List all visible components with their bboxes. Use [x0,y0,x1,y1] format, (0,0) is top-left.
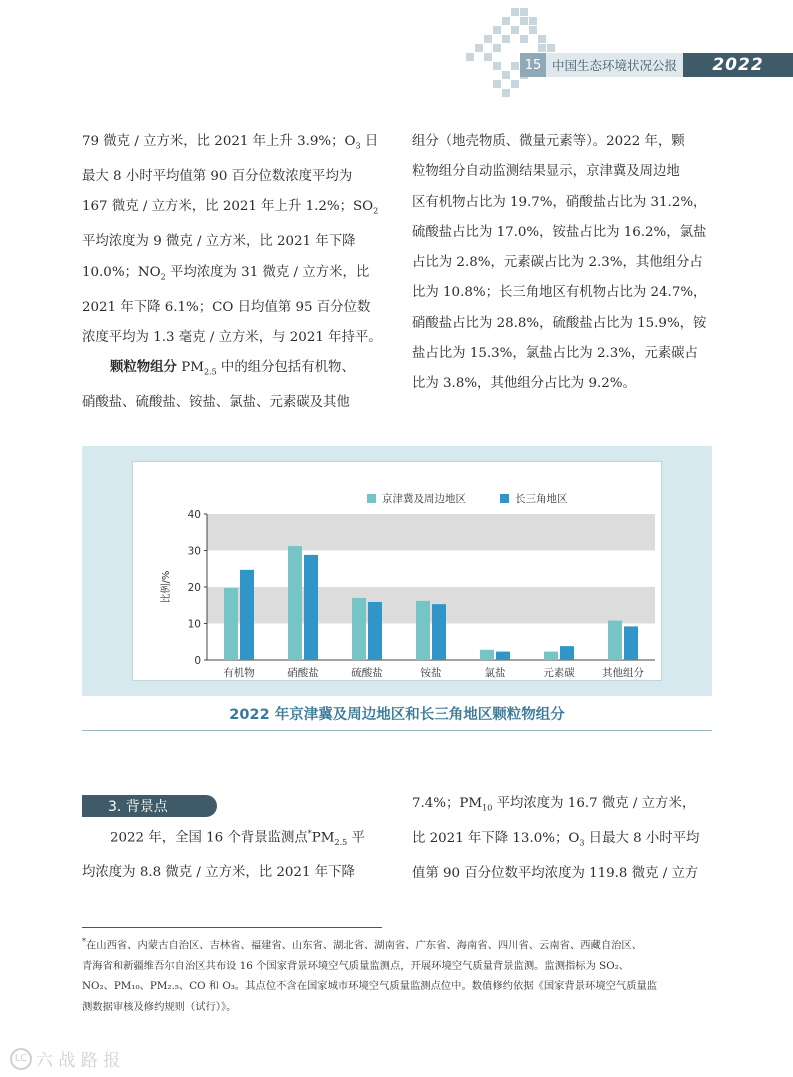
y-tick-label: 40 [187,509,201,521]
text-line: 粒物组分自动监测结果显示，京津冀及周边地 [412,164,680,180]
mosaic-square [484,35,492,43]
text-line: 比 2021 年下降 13.0%；$O_3$ 日最大 8 小时平均 [412,830,700,848]
mosaic-square [547,44,555,52]
text-line: 比为 3.8%，其他组分占比为 9.2%。 [412,376,636,392]
x-tick-label: 有机物 [223,667,255,679]
bar-yrd [368,602,382,660]
section3-right-column [412,789,699,889]
text-line: 组分（地壳物质、微量元素等）。2022 年，颗 [412,134,685,149]
watermark-text: 六 战 路 报 [36,1051,121,1071]
text-line: 值第 90 百分位数平均浓度为 119.8 微克 / 立方 [412,865,699,881]
x-tick-label: 硫酸盐 [351,667,383,679]
text-line: 硫酸盐占比为 17.0%，铵盐占比为 16.2%，氯盐 [412,224,707,240]
bar-yrd [240,570,254,660]
bar-yrd [624,626,638,660]
text-line: 167 微克 / 立方米，比 2021 年上升 1.2%；$SO_2$ [82,199,379,216]
footnote-line: 测数据审核及修约规则（试行）》。 [82,1000,237,1013]
mosaic-square [493,80,501,88]
text-line: 平均浓度为 9 微克 / 立方米，比 2021 年下降 [82,234,356,250]
right-text-column [412,127,712,400]
footnote-line: *在山西省、内蒙古自治区、吉林省、福建省、山东省、湖北省、湖南省、广东省、海南省、四川省、云南省、西藏自治区、 [82,937,643,952]
mosaic-square [511,80,519,88]
bar-chart-panel [132,461,662,681]
running-header [520,53,793,77]
section-heading: 3. 背景点 [82,795,217,817]
bar-jjj [480,650,494,660]
mosaic-square [502,35,510,43]
left-text-column [82,127,382,418]
footnote [82,932,722,1017]
x-tick-label: 其他组分 [602,667,644,679]
mosaic-square [466,53,474,61]
mosaic-square [538,44,546,52]
mosaic-square [493,44,501,52]
mosaic-square [484,53,492,61]
footnote-line: 青海省和新疆维吾尔自治区共布设 16 个国家背景环境空气质量监测点，开展环境空气质量背景监测。监测指标为 SO₂、 [82,959,630,972]
y-tick-label: 20 [187,582,201,594]
figure-caption: 2022 年京津冀及周边地区和长三角地区颗粒物组分 [82,696,712,731]
mosaic-square [511,62,519,70]
x-tick-label: 元素碳 [543,667,575,679]
mosaic-square [520,17,528,25]
x-tick-label: 氯盐 [484,667,506,679]
mosaic-square [502,71,510,79]
publication-title: 中国生态环境状况公报 [546,53,683,77]
bar-yrd [496,652,510,660]
bar-jjj [416,601,430,660]
legend-label: 京津冀及周边地区 [382,493,466,505]
text-line: 颗粒物组分 $PM_{2.5}$ 中的组分包括有机物、 [110,360,355,377]
bar-jjj [288,546,302,660]
text-line: 均浓度为 8.8 微克 / 立方米，比 2021 年下降 [82,865,355,881]
chart-svg [133,462,661,680]
bar-yrd [560,646,574,660]
y-axis-label: 比例/% [161,570,172,604]
text-line: 79 微克 / 立方米，比 2021 年上升 3.9%；$O_3$ 日 [82,134,379,151]
mosaic-square [511,8,519,16]
text-line: 比为 10.8%；长三角地区有机物占比为 24.7%， [412,285,707,301]
mosaic-square [493,26,501,34]
bar-yrd [432,604,446,660]
mosaic-square [475,44,483,52]
footnote-line: NO₂、PM₁₀、PM₂.₅、CO 和 O₃。其点位不含在国家城市环境空气质量监测点位中。数值修约依据《国家背景环境空气质量监 [82,980,658,993]
section3-left-column [82,819,365,889]
mosaic-square [538,35,546,43]
text-line: 区有机物占比为 19.7%，硝酸盐占比为 31.2%， [412,194,707,210]
watermark [10,1046,120,1071]
text-line: 占比为 2.8%，元素碳占比为 2.3%，其他组分占 [412,255,703,271]
bar-jjj [608,621,622,660]
text-line: 7.4%；$PM_{10}$ 平均浓度为 16.7 微克 / 立方米， [412,796,696,813]
text-line: 浓度平均为 1.3 毫克 / 立方米，与 2021 年持平。 [82,329,382,345]
figure-container [82,446,712,696]
y-tick-label: 10 [187,618,201,631]
mosaic-square [520,8,528,16]
y-tick-label: 0 [194,655,201,667]
mosaic-square [511,26,519,34]
mosaic-square [502,17,510,25]
publication-year: 2022 [683,53,793,77]
text-line: 最大 8 小时平均值第 90 百分位数浓度平均为 [82,168,353,184]
x-tick-label: 硝酸盐 [287,667,319,679]
text-line: 硝酸盐占比为 28.8%，硫酸盐占比为 15.9%，铵 [412,315,707,331]
run-in-heading: 颗粒物组分 [110,360,177,376]
bar-jjj [224,588,238,660]
mosaic-square [502,89,510,97]
y-tick-label: 30 [187,545,201,558]
grid-band [207,514,655,551]
mosaic-square [529,17,537,25]
text-line: 10.0%；$NO_2$ 平均浓度为 31 微克 / 立方米，比 [82,264,370,282]
bar-jjj [352,598,366,660]
grid-band [207,587,655,624]
text-line: 2022 年，全国 16 个背景监测点$^*PM_{2.5}$ 平 [110,829,365,848]
x-tick-label: 铵盐 [420,667,442,679]
text-line: 盐占比为 15.3%，氯盐占比为 2.3%，元素碳占 [412,346,698,362]
legend-label: 长三角地区 [515,493,568,505]
text-line: 硝酸盐、硫酸盐、铵盐、氯盐、元素碳及其他 [82,395,350,411]
watermark-logo-icon: LC [10,1048,32,1070]
footnote-rule [82,927,382,928]
mosaic-square [493,62,501,70]
bar-jjj [544,652,558,660]
bar-yrd [304,555,318,660]
mosaic-square [529,26,537,34]
page-number: 15 [520,53,546,77]
text-line: 2021 年下降 6.1%；CO 日均值第 95 百分位数 [82,299,371,315]
mosaic-square [520,35,528,43]
